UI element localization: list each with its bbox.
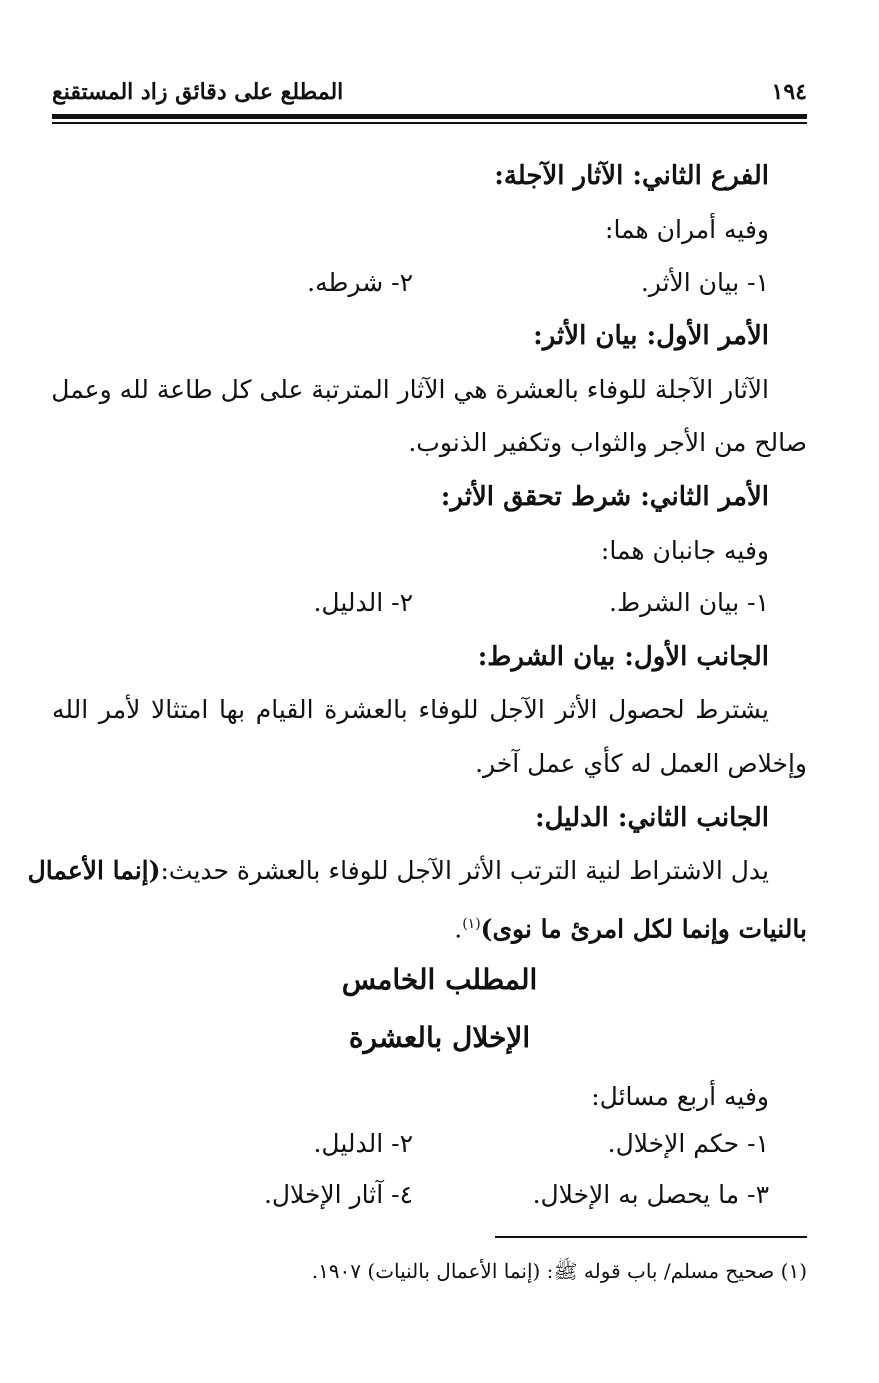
list-item: ١- بيان الأثر. — [640, 268, 769, 297]
list-item: ٢- الدليل. — [313, 588, 413, 617]
section-heading: الأمر الثاني: شرط تحقق الأثر: — [440, 482, 769, 512]
footnote: (١) صحيح مسلم/ باب قوله ﷺ: (إنما الأعمال بالنيات) ١٩٠٧. — [311, 1259, 807, 1283]
header-rule-thick — [52, 114, 807, 119]
paragraph-line — [454, 904, 807, 949]
section-heading: الجانب الأول: بيان الشرط: — [477, 642, 769, 672]
matlab-subtitle: الإخلال بالعشرة — [348, 1021, 531, 1054]
list-item: ٢- شرطه. — [307, 268, 413, 297]
paragraph-line: صالح من الأجر والثواب وتكفير الذنوب. — [408, 428, 807, 457]
list-item: ١- حكم الإخلال. — [607, 1129, 769, 1158]
paragraph-line: الآثار الآجلة للوفاء بالعشرة هي الآثار المترتبة على كل طاعة لله وعمل — [51, 375, 769, 404]
paragraph-line: وفيه أمران هما: — [605, 215, 769, 244]
section-heading: الفرع الثاني: الآثار الآجلة: — [494, 161, 769, 191]
footnote-separator — [495, 1236, 807, 1238]
section-heading: الأمر الأول: بيان الأثر: — [533, 321, 769, 351]
list-item: ٤- آثار الإخلال. — [263, 1180, 413, 1209]
period: . — [454, 914, 463, 944]
matlab-title: المطلب الخامس — [341, 963, 538, 996]
footnote-reference: (١) — [462, 916, 481, 932]
list-item: ٢- الدليل. — [313, 1129, 413, 1158]
paragraph-line — [27, 851, 769, 891]
section-heading: الجانب الثاني: الدليل: — [535, 803, 769, 833]
page-number: ١٩٤ — [771, 79, 807, 105]
paragraph-line: وإخلاص العمل له كأي عمل آخر. — [475, 749, 807, 778]
paragraph-text: يدل الاشتراط لنية الترتب الأثر الآجل للوفاء بالعشرة حديث: — [160, 856, 769, 885]
page-header — [52, 72, 807, 112]
book-title: المطلع على دقائق زاد المستقنع — [52, 79, 344, 105]
paragraph-line: يشترط لحصول الأثر الآجل للوفاء بالعشرة القيام بها امتثالا لأمر الله — [52, 695, 769, 724]
paragraph-line: وفيه أربع مسائل: — [591, 1082, 769, 1111]
paragraph-line: وفيه جانبان هما: — [600, 536, 769, 565]
header-rule-thin — [52, 122, 807, 124]
hadith-quote: (إنما الأعمال — [27, 856, 161, 885]
list-item: ٣- ما يحصل به الإخلال. — [532, 1180, 769, 1209]
list-item: ١- بيان الشرط. — [609, 588, 769, 617]
hadith-quote: بالنيات وإنما لكل امرئ ما نوى) — [480, 914, 807, 944]
